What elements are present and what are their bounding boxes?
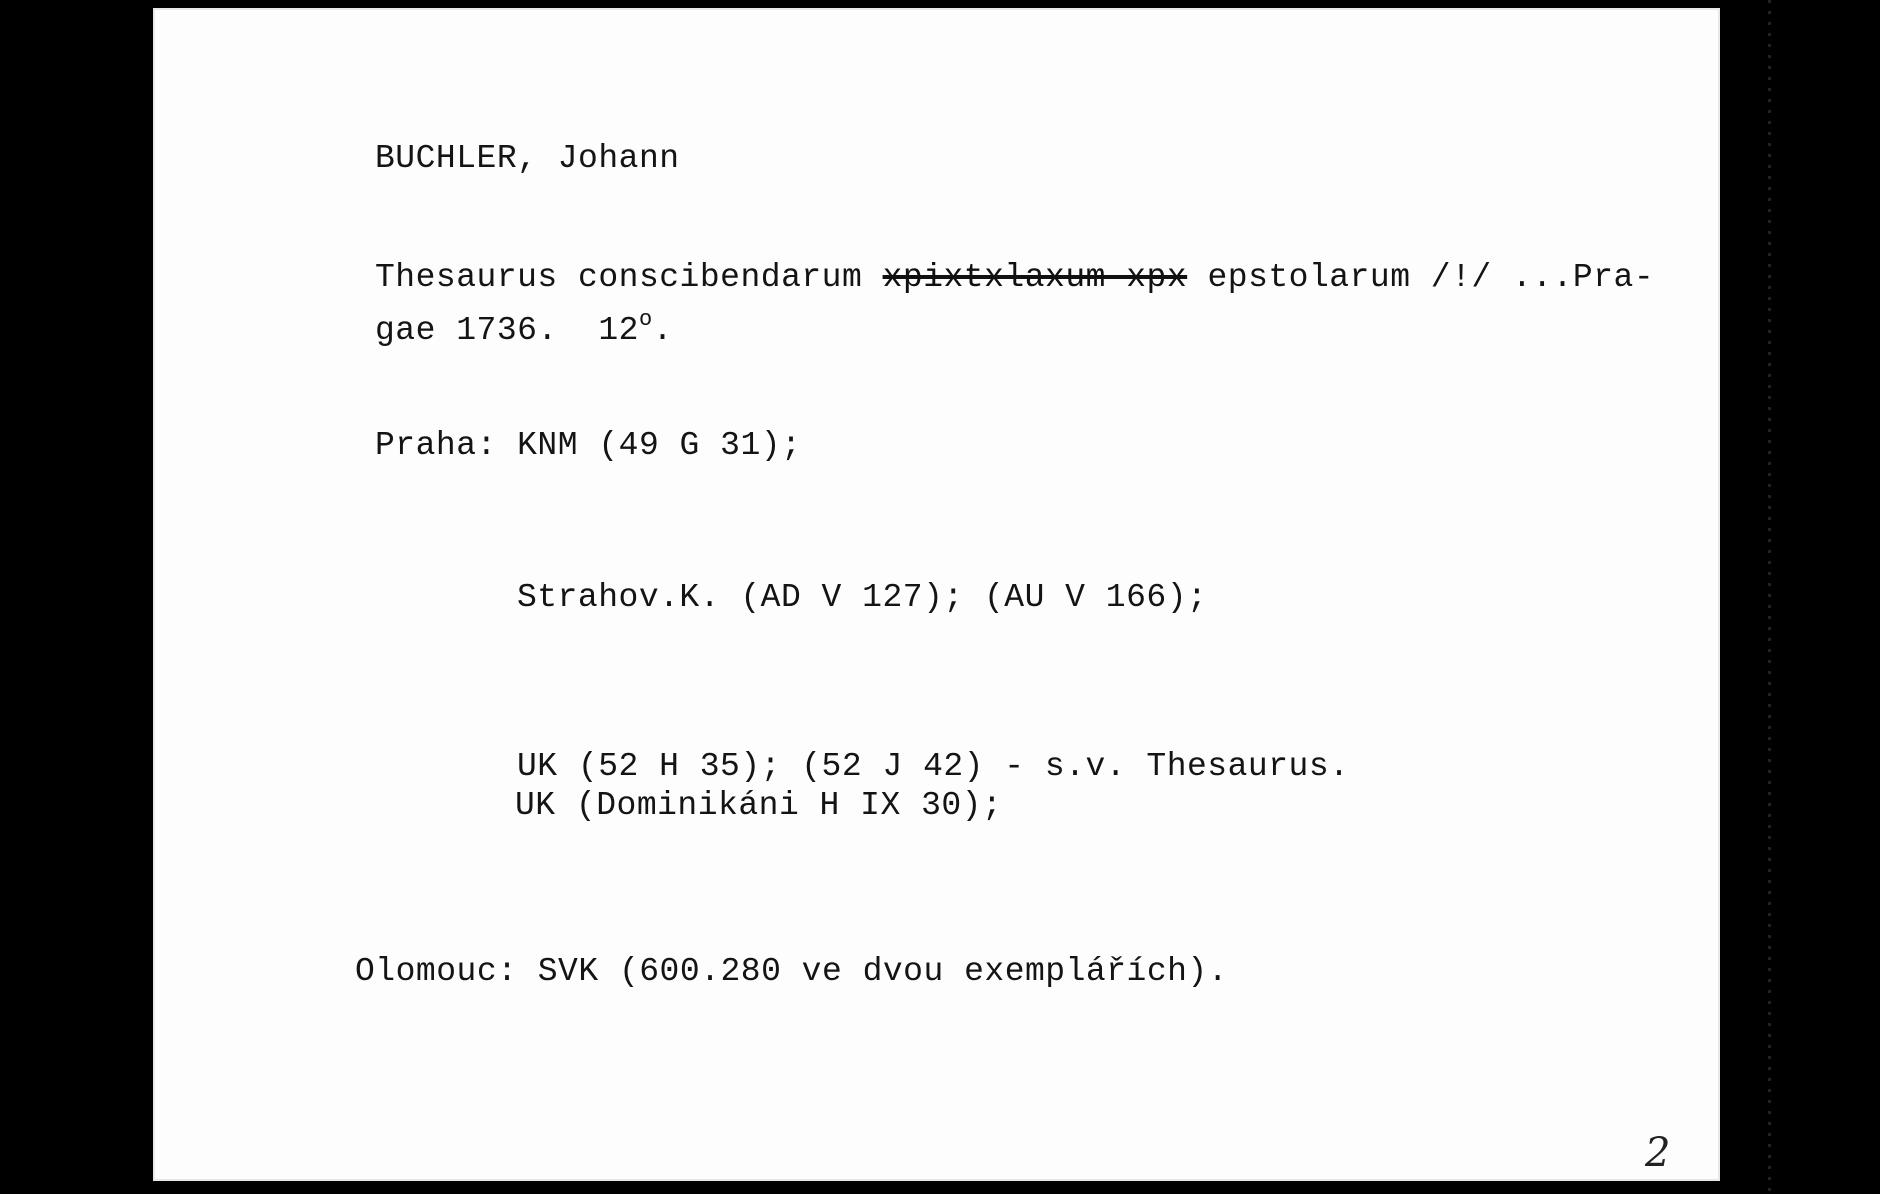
author-heading: BUCHLER, Johann [375, 140, 680, 177]
struck-out-text: xpixtxlaxum xpx [882, 259, 1188, 296]
holding-strahov: Strahov.K. (AD V 127); (AU V 166); [517, 579, 1208, 616]
degree-mark: o [638, 307, 653, 332]
holding-uk-2: UK (Dominikáni H IX 30); [515, 787, 1003, 824]
film-edge-speckle [1768, 0, 1771, 1194]
handwritten-page-number: 2 [1645, 1130, 1671, 1176]
title-line-1 [375, 258, 1654, 298]
imprint-text: gae 1736. 12 [375, 312, 639, 349]
title-line-2 [375, 307, 673, 354]
title-text-end: epstolarum /!/ ...Pra- [1187, 259, 1655, 296]
imprint-period: . [652, 312, 673, 349]
holding-olomouc: Olomouc: SVK (600.280 ve dvou exemplářích). [355, 953, 1229, 990]
title-text-start: Thesaurus conscibendarum [375, 259, 883, 296]
holding-praha: Praha: KNM (49 G 31); [375, 427, 802, 464]
holding-uk-1: UK (52 H 35); (52 J 42) - s.v. Thesaurus. [517, 748, 1350, 785]
catalog-card [153, 8, 1720, 1181]
